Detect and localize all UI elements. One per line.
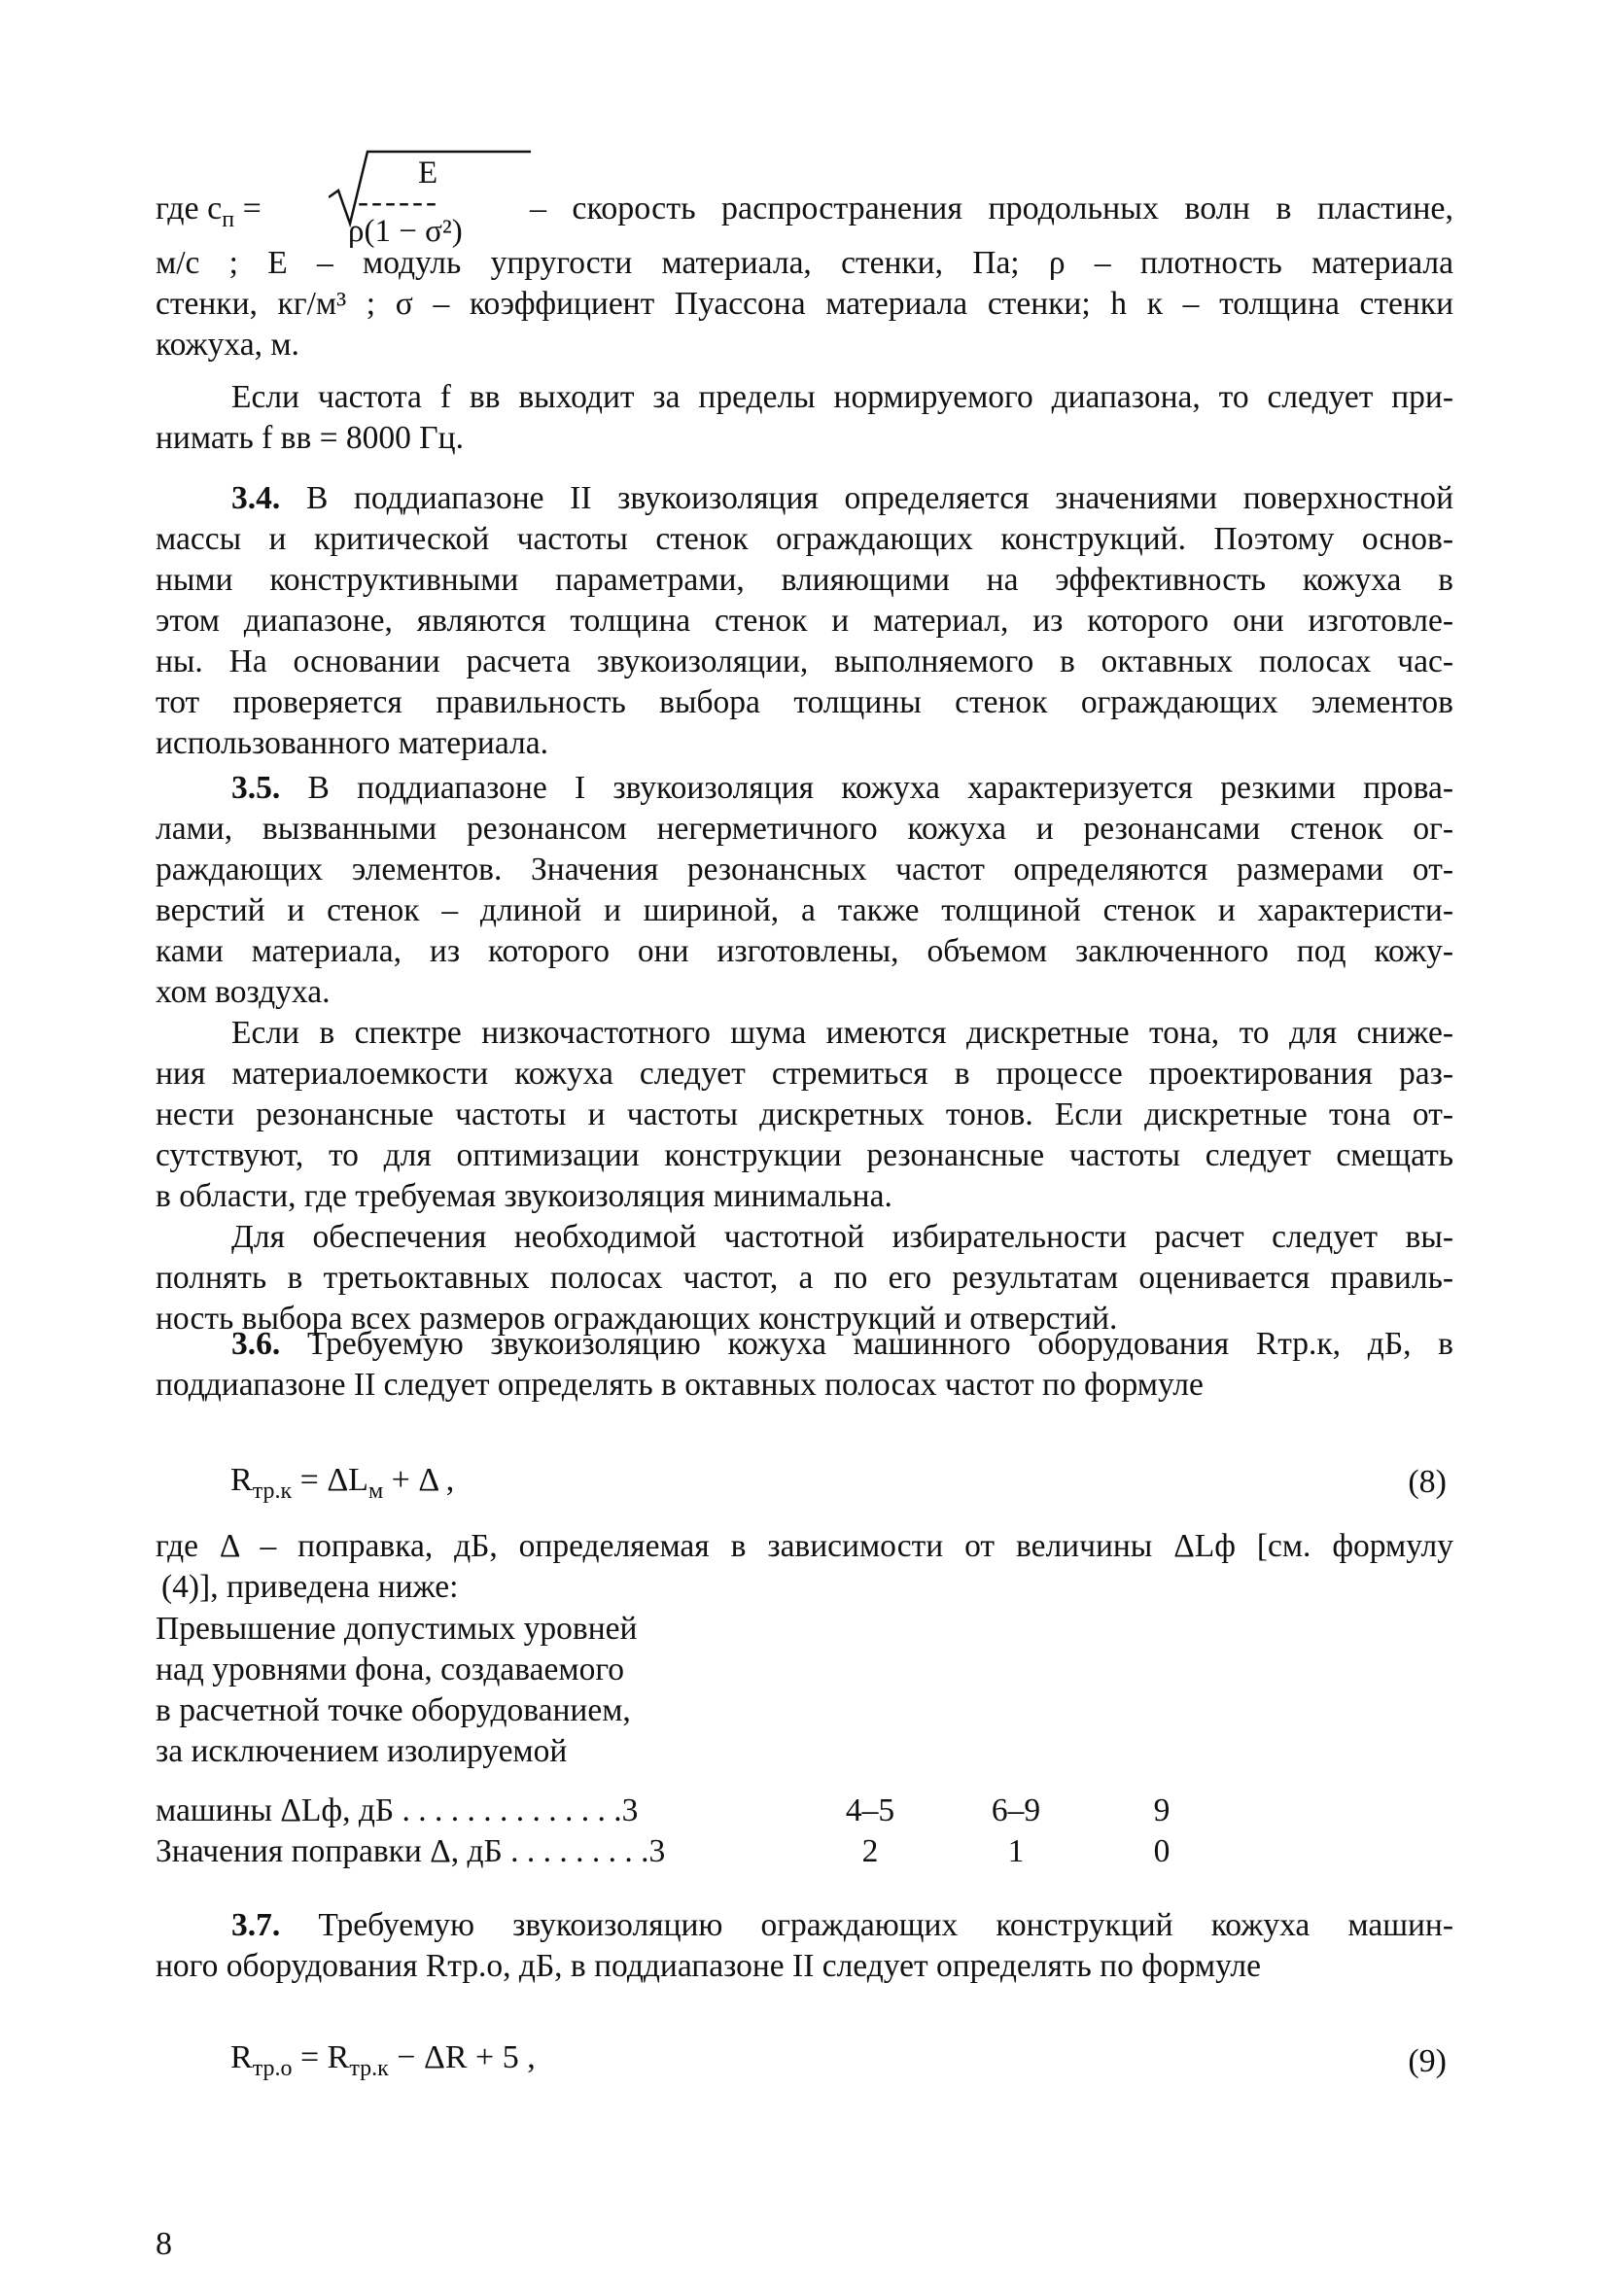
text-line: в области, где требуемая звукоизоляция минимальна. bbox=[156, 1178, 892, 1214]
formula-term: + Δ , bbox=[391, 1462, 455, 1498]
section-3-5 bbox=[156, 768, 1453, 1339]
formula-term: = ΔL bbox=[299, 1462, 368, 1498]
text-line: ного оборудования Rтр.о, дБ, в поддиапазоне II следует определять по формуле bbox=[156, 1948, 1261, 1984]
section-number: 3.7. bbox=[231, 1907, 281, 1943]
text-line: нести резонансные частоты и частоты дискретных тонов. Если дискретные тона от- bbox=[156, 1096, 1453, 1132]
text-line: раждающих элементов. Значения резонансных частот определяются размерами от- bbox=[156, 852, 1453, 887]
text-run: Требуемую звукоизоляцию ограждающих конструкций кожуха машин- bbox=[318, 1907, 1454, 1943]
table-cell: 9 bbox=[1153, 1792, 1171, 1828]
text-line: нимать f вв = 8000 Гц. bbox=[156, 420, 464, 456]
formula-numerator: E bbox=[418, 156, 438, 191]
text-line: массы и критической частоты стенок ограждающих конструкций. Поэтому основ- bbox=[156, 521, 1453, 557]
formula-8 bbox=[230, 1462, 454, 1505]
text-line bbox=[156, 768, 1453, 809]
equation-number-9: (9) bbox=[1408, 2043, 1447, 2079]
text-line: м/с ; Е – модуль упругости материала, стенки, Па; ρ – плотность материала bbox=[156, 245, 1453, 281]
formula-equals: = bbox=[242, 191, 262, 226]
formula-cp-lhs bbox=[156, 191, 262, 233]
text-line bbox=[156, 1905, 1453, 1946]
table-row bbox=[156, 1791, 1235, 1831]
text-line: кожуха, м. bbox=[156, 327, 299, 363]
section-3-6 bbox=[156, 1324, 1453, 1406]
text-line: стенки, кг/м³ ; σ – коэффициент Пуассона материала стенки; h к – толщина стенки bbox=[156, 286, 1453, 322]
text-line: использованного материала. bbox=[156, 725, 548, 761]
text-line: тот проверяется правильность выбора толщины стенок ограждающих элементов bbox=[156, 684, 1453, 720]
formula-subscript: тр.к bbox=[252, 1478, 293, 1504]
text-line bbox=[156, 478, 1453, 519]
text-line bbox=[156, 1324, 1453, 1365]
text-line: Если частота f вв выходит за пределы нормируемого диапазона, то следует при- bbox=[231, 379, 1453, 415]
text-line: полнять в третьоктавных полосах частот, а по его результатам оценивается правиль- bbox=[156, 1260, 1453, 1296]
text-line: Если в спектре низкочастотного шума имеются дискретные тона, то для сниже- bbox=[231, 1015, 1453, 1051]
table-label-line: в расчетной точке оборудованием, bbox=[156, 1692, 631, 1728]
text-line: сутствуют, то для оптимизации конструкции резонансные частоты следует смещать bbox=[156, 1137, 1453, 1173]
text-line: где Δ – поправка, дБ, определяемая в зависимости от величины ΔLф [см. формулу bbox=[156, 1528, 1453, 1564]
formula-subscript: тр.о bbox=[252, 2056, 293, 2081]
table-label-line: Превышение допустимых уровней bbox=[156, 1611, 638, 1647]
formula-equals: = bbox=[299, 2039, 320, 2075]
paragraph-delta bbox=[156, 1526, 1453, 1608]
formula-description bbox=[530, 191, 1453, 227]
formula-text: где bbox=[156, 191, 199, 226]
formula-9 bbox=[230, 2039, 536, 2082]
page-number: 8 bbox=[156, 2226, 172, 2262]
table-cell: Значения поправки Δ, дБ . . . . . . . . .3 bbox=[156, 1833, 666, 1869]
text-run: В поддиапазоне II звукоизоляция определяется значениями поверхностной bbox=[305, 480, 1453, 516]
text-line: (4)], приведена ниже: bbox=[161, 1569, 459, 1605]
text-line: этом диапазоне, являются толщина стенок и материал, из которого они изготовле- bbox=[156, 603, 1453, 639]
text-line: ны. На основании расчета звукоизоляции, выполняемого в октавных полосах час- bbox=[156, 644, 1453, 679]
text-line: ными конструктивными параметрами, влияющими на эффективность кожуха в bbox=[156, 562, 1453, 598]
section-number: 3.6. bbox=[231, 1326, 281, 1362]
text-line: ния материалоемкости кожуха следует стремиться в процессе проектирования раз- bbox=[156, 1056, 1453, 1092]
formula-lhs: $R_{тр.о}$ bbox=[230, 2039, 293, 2081]
table-cell: 0 bbox=[1153, 1833, 1171, 1869]
formula-subscript: п bbox=[222, 207, 235, 232]
text-line: хом воздуха. bbox=[156, 974, 331, 1010]
table-label-line: над уровнями фона, создаваемого bbox=[156, 1652, 625, 1687]
text-line: ками материала, из которого они изготовлены, объемом заключенного под кожу- bbox=[156, 933, 1453, 969]
formula-denominator: ρ(1 − σ²) bbox=[348, 214, 463, 249]
formula-subscript: тр.к bbox=[349, 2056, 389, 2081]
table-row bbox=[156, 1831, 1235, 1872]
formula-term: − ΔR + 5 , bbox=[397, 2039, 536, 2075]
table-label-block bbox=[156, 1609, 637, 1772]
text-run: Требуемую звукоизоляцию кожуха машинного оборудования Rтр.к, дБ, в bbox=[307, 1326, 1453, 1362]
table-cell: 6–9 bbox=[991, 1792, 1041, 1828]
section-number: 3.5. bbox=[231, 770, 281, 806]
text-line: Для обеспечения необходимой частотной избирательности расчет следует вы- bbox=[231, 1219, 1453, 1255]
paragraph-fvv bbox=[156, 377, 1453, 459]
text-line: лами, вызванными резонансом негерметичного кожуха и резонансами стенок ог- bbox=[156, 811, 1453, 847]
formula-term: = $R_{тр.к}$ bbox=[299, 2039, 389, 2081]
table-cell: 1 bbox=[1007, 1833, 1025, 1869]
formula-lhs: $R_{тр.к}$ bbox=[230, 1462, 293, 1504]
section-3-4 bbox=[156, 478, 1453, 764]
table-cell: 2 bbox=[861, 1833, 879, 1869]
formula-subscript: м bbox=[367, 1478, 384, 1504]
section-3-7 bbox=[156, 1905, 1453, 1987]
table-cell: машины ΔLф, дБ . . . . . . . . . . . . . .3 bbox=[156, 1792, 639, 1828]
text-run: В поддиапазоне I звукоизоляция кожуха характеризуется резкими прова- bbox=[307, 770, 1453, 806]
text-line: поддиапазоне II следует определять в октавных полосах частот по формуле bbox=[156, 1367, 1204, 1403]
formula-var: c bbox=[207, 191, 223, 226]
section-number: 3.4. bbox=[231, 480, 281, 516]
text-line: верстий и стенок – длиной и шириной, а также толщиной стенок и характеристи- bbox=[156, 892, 1453, 928]
text-line: ность выбора всех размеров ограждающих конструкций и отверстий. bbox=[156, 1301, 1118, 1337]
paragraph-definitions bbox=[156, 243, 1453, 365]
correction-table bbox=[156, 1791, 1235, 1872]
text-line: – скорость распространения продольных волн в пластине, bbox=[530, 191, 1453, 226]
formula-dashes: ------ bbox=[358, 185, 439, 220]
table-cell: 4–5 bbox=[845, 1792, 895, 1828]
table-label-line: за исключением изолируемой bbox=[156, 1733, 568, 1769]
equation-number-8: (8) bbox=[1408, 1464, 1447, 1500]
